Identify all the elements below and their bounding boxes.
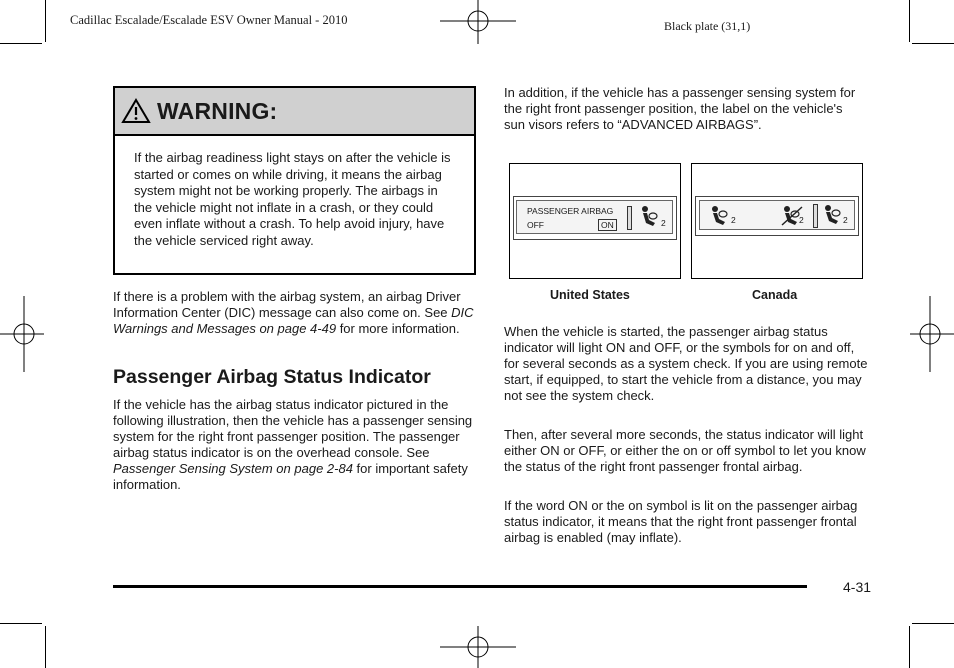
passenger-seat-airbag-icon <box>637 205 661 231</box>
warning-title: WARNING: <box>157 97 278 124</box>
registration-mark-bottom <box>440 626 516 668</box>
canada-seat-icon <box>821 204 843 226</box>
us-indicator-display <box>516 200 673 234</box>
plate-label: Black plate (31,1) <box>664 19 751 33</box>
page-number: 4-31 <box>843 579 872 595</box>
canada-indicator-figure <box>691 163 863 279</box>
warning-header <box>115 88 474 136</box>
passenger-airbag-label: PASSENGER AIRBAG <box>527 206 614 216</box>
dic-paragraph <box>113 289 481 337</box>
canada-indicator-slot <box>813 204 818 228</box>
caption-united-states: United States <box>550 288 630 302</box>
canada-number-1: 2 <box>731 215 736 225</box>
canada-indicator-display <box>699 200 855 230</box>
off-label: OFF <box>527 220 544 230</box>
warning-text: If the airbag readiness light stays on after the vehicle is started or comes on while driving, it means the airbag system might not be working properly. The airbags in the vehicle might not inflate in a crash, or they could even inflate without a crash. To help avoid injury, have the vehicle serviced right away. <box>134 150 451 248</box>
airbag-enabled-paragraph: If the word ON or the on symbol is lit on the passenger airbag status indicator, it means that the right front passenger frontal airbag is enabled (may inflate). <box>504 498 858 545</box>
status-indicator-paragraph <box>113 397 481 493</box>
registration-mark-left <box>0 296 44 372</box>
system-check-paragraph: When the vehicle is started, the passenger airbag status indicator will light ON and OFF, or the symbols for on and off, for several seconds as a system check. If you are using remote start, if equipped, to start the vehicle from a distance, you may not see the system check. <box>504 324 868 403</box>
passenger-sensing-link[interactable]: Passenger Sensing System on page 2-84 <box>113 461 353 476</box>
canada-number-3: 2 <box>843 215 848 225</box>
registration-mark-top <box>440 0 516 44</box>
canada-number-2: 2 <box>799 215 804 225</box>
footer-rule <box>113 585 807 588</box>
caption-canada: Canada <box>752 288 798 302</box>
dic-paragraph-text: If there is a problem with the airbag system, an airbag Driver Information Center (DIC) message can also come on. See <box>113 289 461 320</box>
canada-indicator-frame <box>695 196 859 236</box>
airbag-on-icon <box>708 205 730 227</box>
us-indicator-frame <box>513 196 677 240</box>
manual-title: Cadillac Escalade/Escalade ESV Owner Manual - 2010 <box>70 13 348 27</box>
dic-link[interactable]: DIC Warnings and Messages on page 4-49 <box>113 305 474 336</box>
registration-mark-right <box>910 296 954 372</box>
warning-box <box>113 86 476 275</box>
section-heading: Passenger Airbag Status Indicator <box>113 366 431 388</box>
seat-position-number: 2 <box>661 218 666 228</box>
indicator-slot <box>627 206 632 230</box>
warning-triangle-icon <box>121 98 151 124</box>
dic-paragraph-end: for more information. <box>336 321 460 336</box>
on-label: ON <box>598 219 617 231</box>
us-indicator-figure <box>509 163 681 279</box>
advanced-airbags-paragraph: In addition, if the vehicle has a passenger sensing system for the right front passenger position, the label on the vehicle's sun visors refers to “ADVANCED AIRBAGS”. <box>504 85 856 132</box>
status-indicator-end: for important safety information. <box>113 461 468 492</box>
status-indicator-text: If the vehicle has the airbag status indicator pictured in the following illustration, then the vehicle has a passenger sensing system for the right front passenger position. The passenger airbag status indicator is on the overhead console. See <box>113 397 473 460</box>
status-result-paragraph: Then, after several more seconds, the status indicator will light either ON or OFF, or either the on or off symbol to let you know the status of the right front passenger frontal airbag. <box>504 427 866 474</box>
